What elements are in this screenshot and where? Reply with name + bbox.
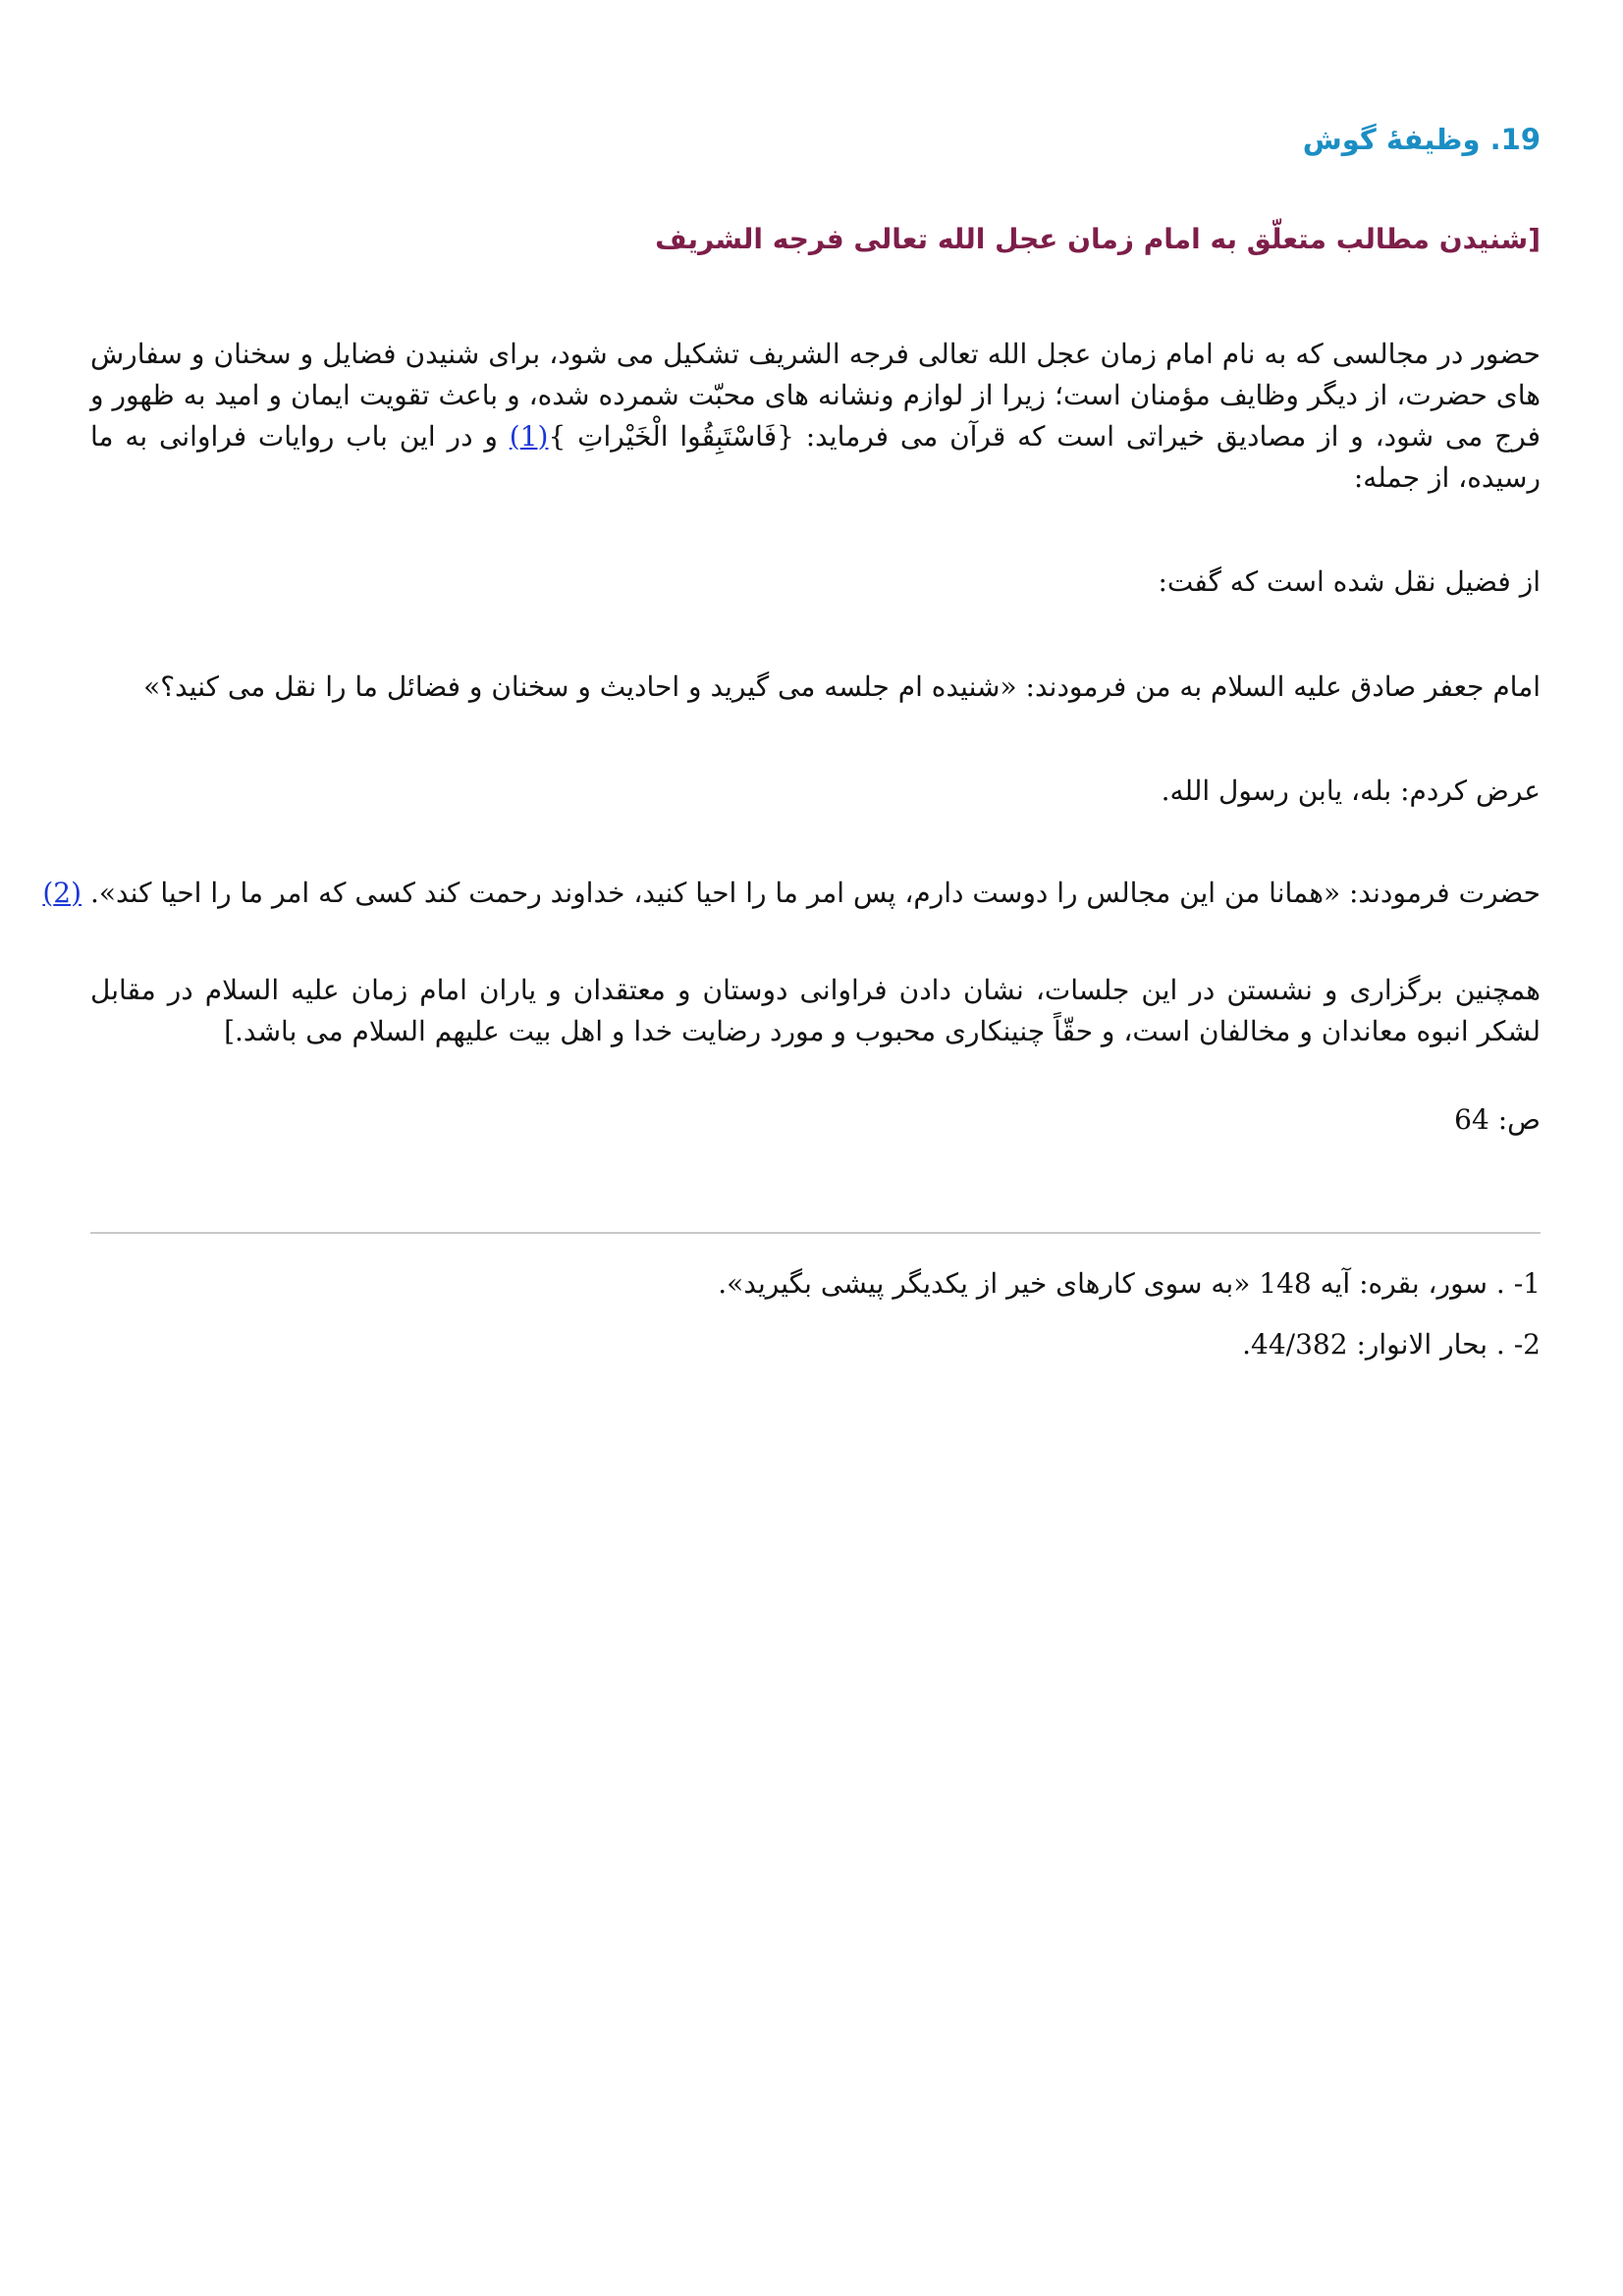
document-page <box>42 0 1541 2296</box>
paragraph-imam-question: امام جعفر صادق علیه السلام به من فرمودند: «شنیده ام جلسه می گیرید و احادیث و سخنان و فضائل ما را نقل می کنید؟» <box>143 670 1541 703</box>
section-heading: 19. وظیفهٔ گوش <box>1302 123 1541 156</box>
paragraph-fuzail: از فضیل نقل شده است که گفت: <box>1158 565 1541 598</box>
footnote-link-1[interactable]: (1) <box>509 420 549 453</box>
page-number-marker: ص: 64 <box>1454 1103 1541 1136</box>
paragraph-intro-text: حضور در مجالسی که به نام امام زمان عجل الله تعالی فرجه الشریف تشکیل می شود، برای شنیدن فضایل و سخنان و سفارش های حضرت، از دیگر وظایف مؤمنان است؛ زیرا از لوازم ونشانه های محبّت شمرده شده، و باعث تقویت ایمان و امید به ظهور و فرج می شود، و از مصادیق خیراتی است که قرآن می فرماید: {فَاسْتَبِقُوا الْخَیْراتِ } <box>90 338 1541 453</box>
paragraph-intro <box>90 334 1541 499</box>
section-subheading: [شنیدن مطالب متعلّق به امام زمان عجل الله تعالی فرجه الشریف <box>655 223 1541 255</box>
paragraph-gatherings: همچنین برگزاری و نشستن در این جلسات، نشان دادن فراوانی دوستان و معتقدان و یاران امام زمان علیه السلام در مقابل لشکر انبوه معاندان و مخالفان است، و حقّاً چنینکاری محبوب و مورد رضایت خدا و اهل بیت علیهم السلام می باشد.] <box>90 974 1541 1047</box>
footnote-1: 1- . سور، بقره: آیه 148 «به سوی کارهای خیر از یکدیگر پیشی بگیرید». <box>718 1267 1541 1300</box>
paragraph-imam-answer <box>42 873 1541 914</box>
footnote-link-2[interactable]: (2) <box>42 877 82 909</box>
paragraph-intro-text-end: و در این باب روایات فراوانی به ما رسیده، از جمله: <box>90 420 1541 494</box>
footnote-2: 2- . بحار الانوار: 44/382. <box>1242 1328 1541 1361</box>
footnote-divider <box>90 1232 1541 1234</box>
paragraph-imam-answer-text: حضرت فرمودند: «همانا من این مجالس را دوست دارم، پس امر ما را احیا کنید، خداوند رحمت کند کسی که امر ما را احیا کند». <box>81 877 1541 909</box>
paragraph-reply: عرض کردم: بله، یابن رسول الله. <box>1161 774 1541 807</box>
